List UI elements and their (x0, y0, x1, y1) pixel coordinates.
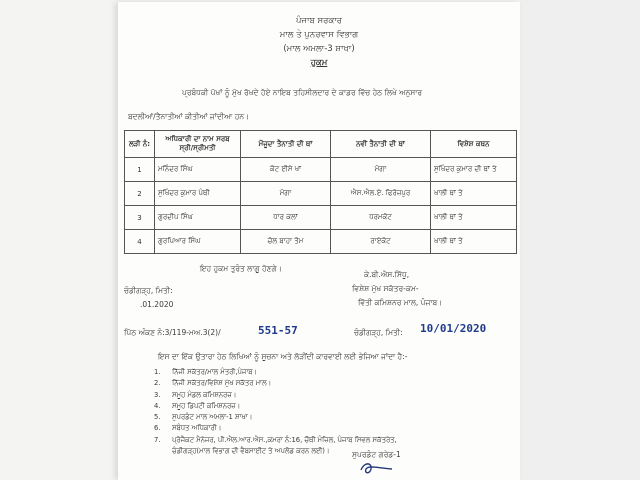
list-item: ਚੰਡੀਗੜ੍ਹ(ਮਾਲ ਵਿਭਾਗ ਦੀ ਵੈਬਸਾਈਟ ਤੇ ਅਪਲੋਡ ਕਰਨ ਲਈ)। (172, 447, 330, 456)
table-row (125, 206, 517, 230)
cell-remarks: ਸੁਖਿੰਦਰ ਕੁਮਾਰ ਦੀ ਥਾਂ ਤੇ (431, 158, 517, 182)
place-label: ਚੰਡੀਗੜ੍ਹ, ਮਿਤੀ: (124, 286, 173, 295)
header-government: ਪੰਜਾਬ ਸਰਕਾਰ (296, 16, 342, 26)
cell-name: ਸੁਖਿੰਦਰ ਕੁਮਾਰ ਪੰਥੀ (155, 182, 241, 206)
signatory-name: ਕੇ.ਬੀ.ਐਸ.ਸਿੱਧੂ, (364, 270, 410, 279)
cell-current: ਕੋਟ ਈਸੇ ਖਾਂ (241, 158, 331, 182)
closing-title: ਸੁਪਰਡੰਟ ਗਰੇਡ-1 (352, 450, 401, 459)
endorsement-intro: ਇਸ ਦਾ ਇੱਕ ਉਤਾਰਾ ਹੇਠ ਲਿਖਿਆਂ ਨੂੰ ਸੂਚਨਾ ਅਤੇ ਲੋੜੀਂਦੀ ਕਾਰਵਾਈ ਲਈ ਭੇਜਿਆ ਜਾਂਦਾ ਹੈ:- (158, 352, 408, 361)
col-current-posting: ਮੌਜੂਦਾ ਤੈਨਾਤੀ ਦੀ ਥਾਂ (241, 131, 331, 158)
list-item: 3. ਸਮੂਹ ਮੰਡਲ ਕਮਿਸ਼ਨਰਜ਼। (154, 390, 237, 399)
table-row (125, 230, 517, 254)
intro-line-2: ਬਦਲੀਆਂ/ਤੈਨਾਤੀਆਂ ਕੀਤੀਆਂ ਜਾਂਦੀਆ ਹਨ। (128, 112, 250, 121)
endorsement-ref-number: 551-57 (258, 324, 298, 337)
cell-current: ਧਾਰ ਕਲਾਂ (241, 206, 331, 230)
cell-new: ਰਾਏਕੋਟ (331, 230, 431, 254)
cell-serial: 3 (125, 206, 155, 230)
signatory-title-2: ਵਿੱਤੀ ਕਮਿਸ਼ਨਰ ਮਾਲ, ਪੰਜਾਬ। (358, 298, 443, 307)
effect-line: ਇਹ ਹੁਕਮ ਤੁਰੰਤ ਲਾਗੂ ਹੋਣਗੇ। (200, 264, 282, 273)
list-item: 6. ਸਬੰਧਤ ਅਧਿਕਾਰੀ। (154, 424, 222, 433)
list-item: 4. ਸਮੂਹ ਡਿਪਟੀ ਕਮਿਸ਼ਨਰਜ਼। (154, 401, 241, 410)
cell-remarks: ਖਾਲੀ ਥਾਂ ਤੇ (431, 206, 517, 230)
cell-current: ਮੋਗਾ (241, 182, 331, 206)
table-header-row (125, 131, 517, 158)
cell-remarks: ਖਾਲੀ ਥਾਂ ਤੇ (431, 182, 517, 206)
list-item: 1. ਨਿੱਜੀ ਸਕੱਤਰ/ਮਾਲ ਮੰਤਰੀ,ਪੰਜਾਬ। (154, 368, 258, 376)
cell-new: ਧਰਮਕੋਟ (331, 206, 431, 230)
col-new-posting: ਨਵੀਂ ਤੈਨਾਤੀ ਦੀ ਥਾਂ (331, 131, 431, 158)
header-branch: (ਮਾਲ ਅਮਲਾ-3 ਸ਼ਾਖਾ) (283, 44, 355, 54)
header-department: ਮਾਲ ਤੇ ਪੁਨਰਵਾਸ ਵਿਭਾਗ (279, 30, 359, 40)
cell-new: ਮੋਗਾ (331, 158, 431, 182)
list-item: 7. ਪ੍ਰੋਜੈਕਟ ਮੈਨੇਜਰ, ਪੀ.ਐਲ.ਆਰ.ਐਸ.,ਕਮਰਾ ਨੰ:16, ਚੌਥੀ ਮੰਜ਼ਿਲ, ਪੰਜਾਬ ਸਿਵਲ ਸਕੱਤਰੇਤ, (154, 435, 397, 444)
signature-mark (358, 460, 398, 480)
cell-current: ਚੋਲ ਬਾਹਾ ਤੋਮ (241, 230, 331, 254)
endorsement-date: 10/01/2020 (420, 322, 487, 335)
list-item: 2. ਨਿੱਜੀ ਸਕੱਤਰ/ਵਿਸ਼ੇਸ਼ ਮੁੱਖ ਸਕੱਤਰ ਮਾਲ। (154, 379, 272, 388)
col-remarks: ਵਿਸ਼ੇਸ਼ ਕਥਨ (431, 131, 517, 158)
intro-line-1: ਪ੍ਰਬੰਧਕੀ ਪੱਖਾਂ ਨੂੰ ਮੁੱਖ ਰੱਖਦੇ ਹੋਏ ਨਾਇਬ ਤਹਿਸੀਲਦਾਰ ਦੇ ਕਾਡਰ ਵਿੱਚ ਹੇਠ ਲਿਖੇ ਅਨੁਸਾਰ (182, 88, 423, 97)
cell-name: ਮਨਿੰਦਰ ਸਿੰਘ (155, 158, 241, 182)
cell-new: ਐਸ.ਐਲ.ਏ. ਫਿਰੋਜ਼ਪੁਰ (331, 182, 431, 206)
col-serial: ਲੜੀ ਨੰ: (125, 131, 155, 158)
table-row (125, 182, 517, 206)
cell-serial: 2 (125, 182, 155, 206)
order-date: .01.2020 (140, 300, 174, 309)
endorsement-place: ਚੰਡੀਗੜ੍ਹ, ਮਿਤੀ: (354, 328, 403, 337)
background-right (520, 0, 640, 480)
cell-name: ਗੁਰਪਿਆਰ ਸਿੰਘ (155, 230, 241, 254)
cell-remarks: ਖਾਲੀ ਥਾਂ ਤੇ (431, 230, 517, 254)
cell-serial: 4 (125, 230, 155, 254)
transfer-table (124, 130, 517, 254)
recipient-list (154, 368, 397, 458)
header-order-title: ਹੁਕਮ (310, 58, 328, 68)
col-officer-name: ਅਧਿਕਾਰੀ ਦਾ ਨਾਮ ਸਰਬ ਸ੍ਰੀ/ਸ੍ਰੀਮਤੀ (155, 131, 241, 158)
table-row (125, 158, 517, 182)
list-item: 5. ਸੁਪਰਡੰਟ ਮਾਲ ਅਮਲਾ-1 ਸ਼ਾਖਾ। (154, 413, 253, 422)
cell-name: ਗੁਰਦੀਪ ਸਿੰਘ (155, 206, 241, 230)
document-page (118, 2, 520, 480)
endorsement-ref: ਪਿੱਠ ਅੰਕਣ ਨੰ:3/119-ਮਅ.3(2)/ (124, 328, 221, 337)
signatory-title: ਵਿਸ਼ੇਸ਼ ਮੁੱਖ ਸਕੱਤਰ-ਕਮ- (352, 284, 419, 293)
cell-serial: 1 (125, 158, 155, 182)
